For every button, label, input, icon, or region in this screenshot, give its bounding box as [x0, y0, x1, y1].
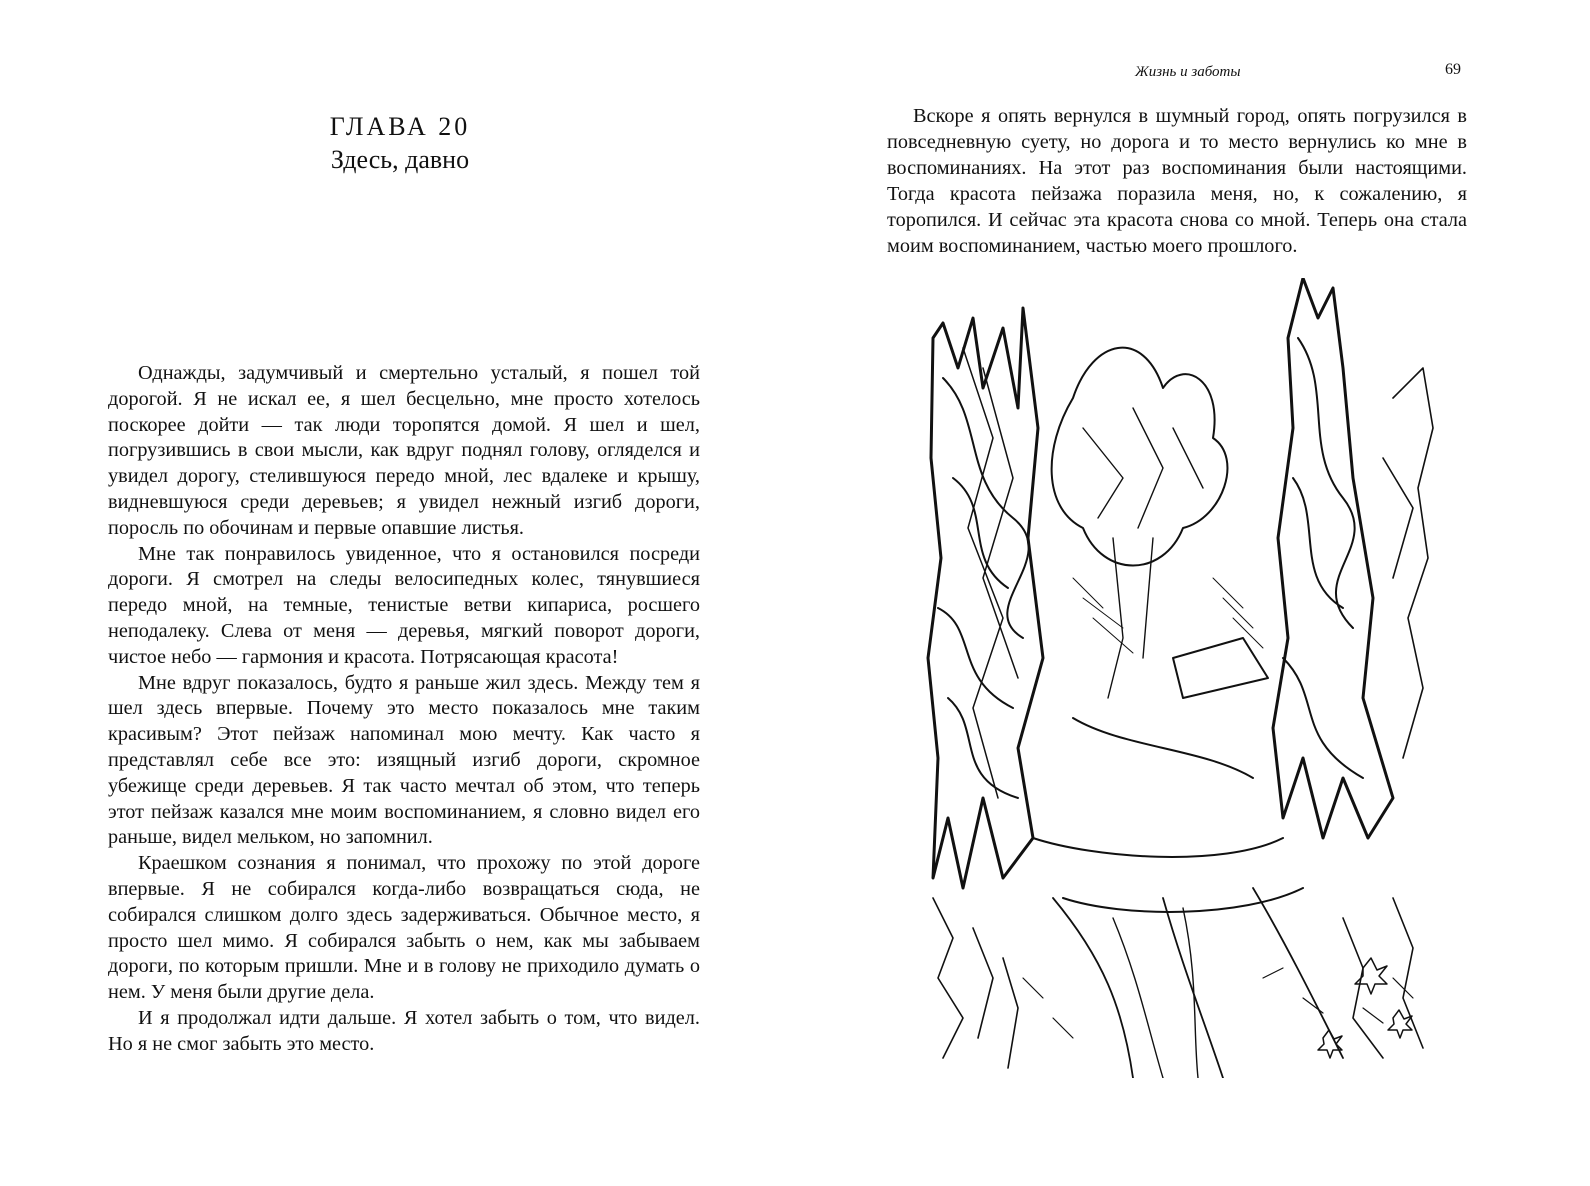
- page-number: 69: [1445, 61, 1461, 78]
- chapter-title: Здесь, давно: [330, 145, 470, 174]
- chapter-body: [108, 361, 700, 1058]
- paragraph: Вскоре я опять вернулся в шумный город, опять погрузился в повседневную суету, но дорога и то место вернулись ко мне в воспоминаниях. На этот раз воспоминания были настоящими. Тогда красота пейзажа поразила меня, но, к сожалению, я торопился. И сейчас эта красота снова со мной. Теперь она стала моим воспоминанием, частью моего прошлого.: [887, 105, 1467, 257]
- paragraph: Мне так понравилось увиденное, что я остановился посреди дороги. Я смотрел на следы велосипедных колес, тянувшиеся передо мной, на темные, тенистые ветви кипариса, росшего неподалеку. Слева от меня — деревья, мягкий поворот дороги, чистое небо — гармония и красота. Потрясающая красота!: [108, 542, 700, 668]
- paragraph: Краешком сознания я понимал, что прохожу по этой дороге впервые. Я не собирался когда-либо возвращаться сюда, не собирался слишком долго здесь задерживаться. Обычное место, я просто шел мимо. Я собирался забыть о нем, как мы забываем дороги, по которым пришли. Мне и в голову не приходило думать о нем. У меня были другие дела.: [108, 852, 700, 1004]
- chapter-number: ГЛАВА 20: [329, 112, 471, 141]
- right-page-body: [887, 103, 1467, 259]
- ink-sketch-cypress-road-icon: [923, 278, 1443, 1078]
- paragraph: Мне вдруг показалось, будто я раньше жил здесь. Между тем я шел здесь впервые. Почему это место показалось мне таким красивым? Этот пейзаж напоминал мою мечту. Как часто я представлял себе все это: изящный изгиб дороги, скромное убежище среди деревьев. Я так часто мечтал об этом, что теперь этот пейзаж казался мне моим воспоминанием, я словно видел его раньше, видел мельком, но запомнил.: [108, 671, 700, 849]
- right-page: [795, 0, 1590, 1186]
- running-head: Жизнь и заботы: [1135, 64, 1241, 80]
- paragraph: И я продолжал идти дальше. Я хотел забыть о том, что видел. Но я не смог забыть это место.: [108, 1006, 700, 1055]
- paragraph: Однажды, задумчивый и смертельно усталый, я пошел той дорогой. Я не искал ее, я шел бесцельно, мне просто хотелось поскорее дойти — так люди торопятся домой. Я шел и шел, погрузившись в свои мысли, как вдруг поднял голову, огляделся и увидел дорогу, стелившуюся передо мной, лес вдалеке и крышу, видневшуюся среди деревьев; я увидел нежный изгиб дороги, поросль по обочинам и первые опавшие листья.: [108, 362, 700, 539]
